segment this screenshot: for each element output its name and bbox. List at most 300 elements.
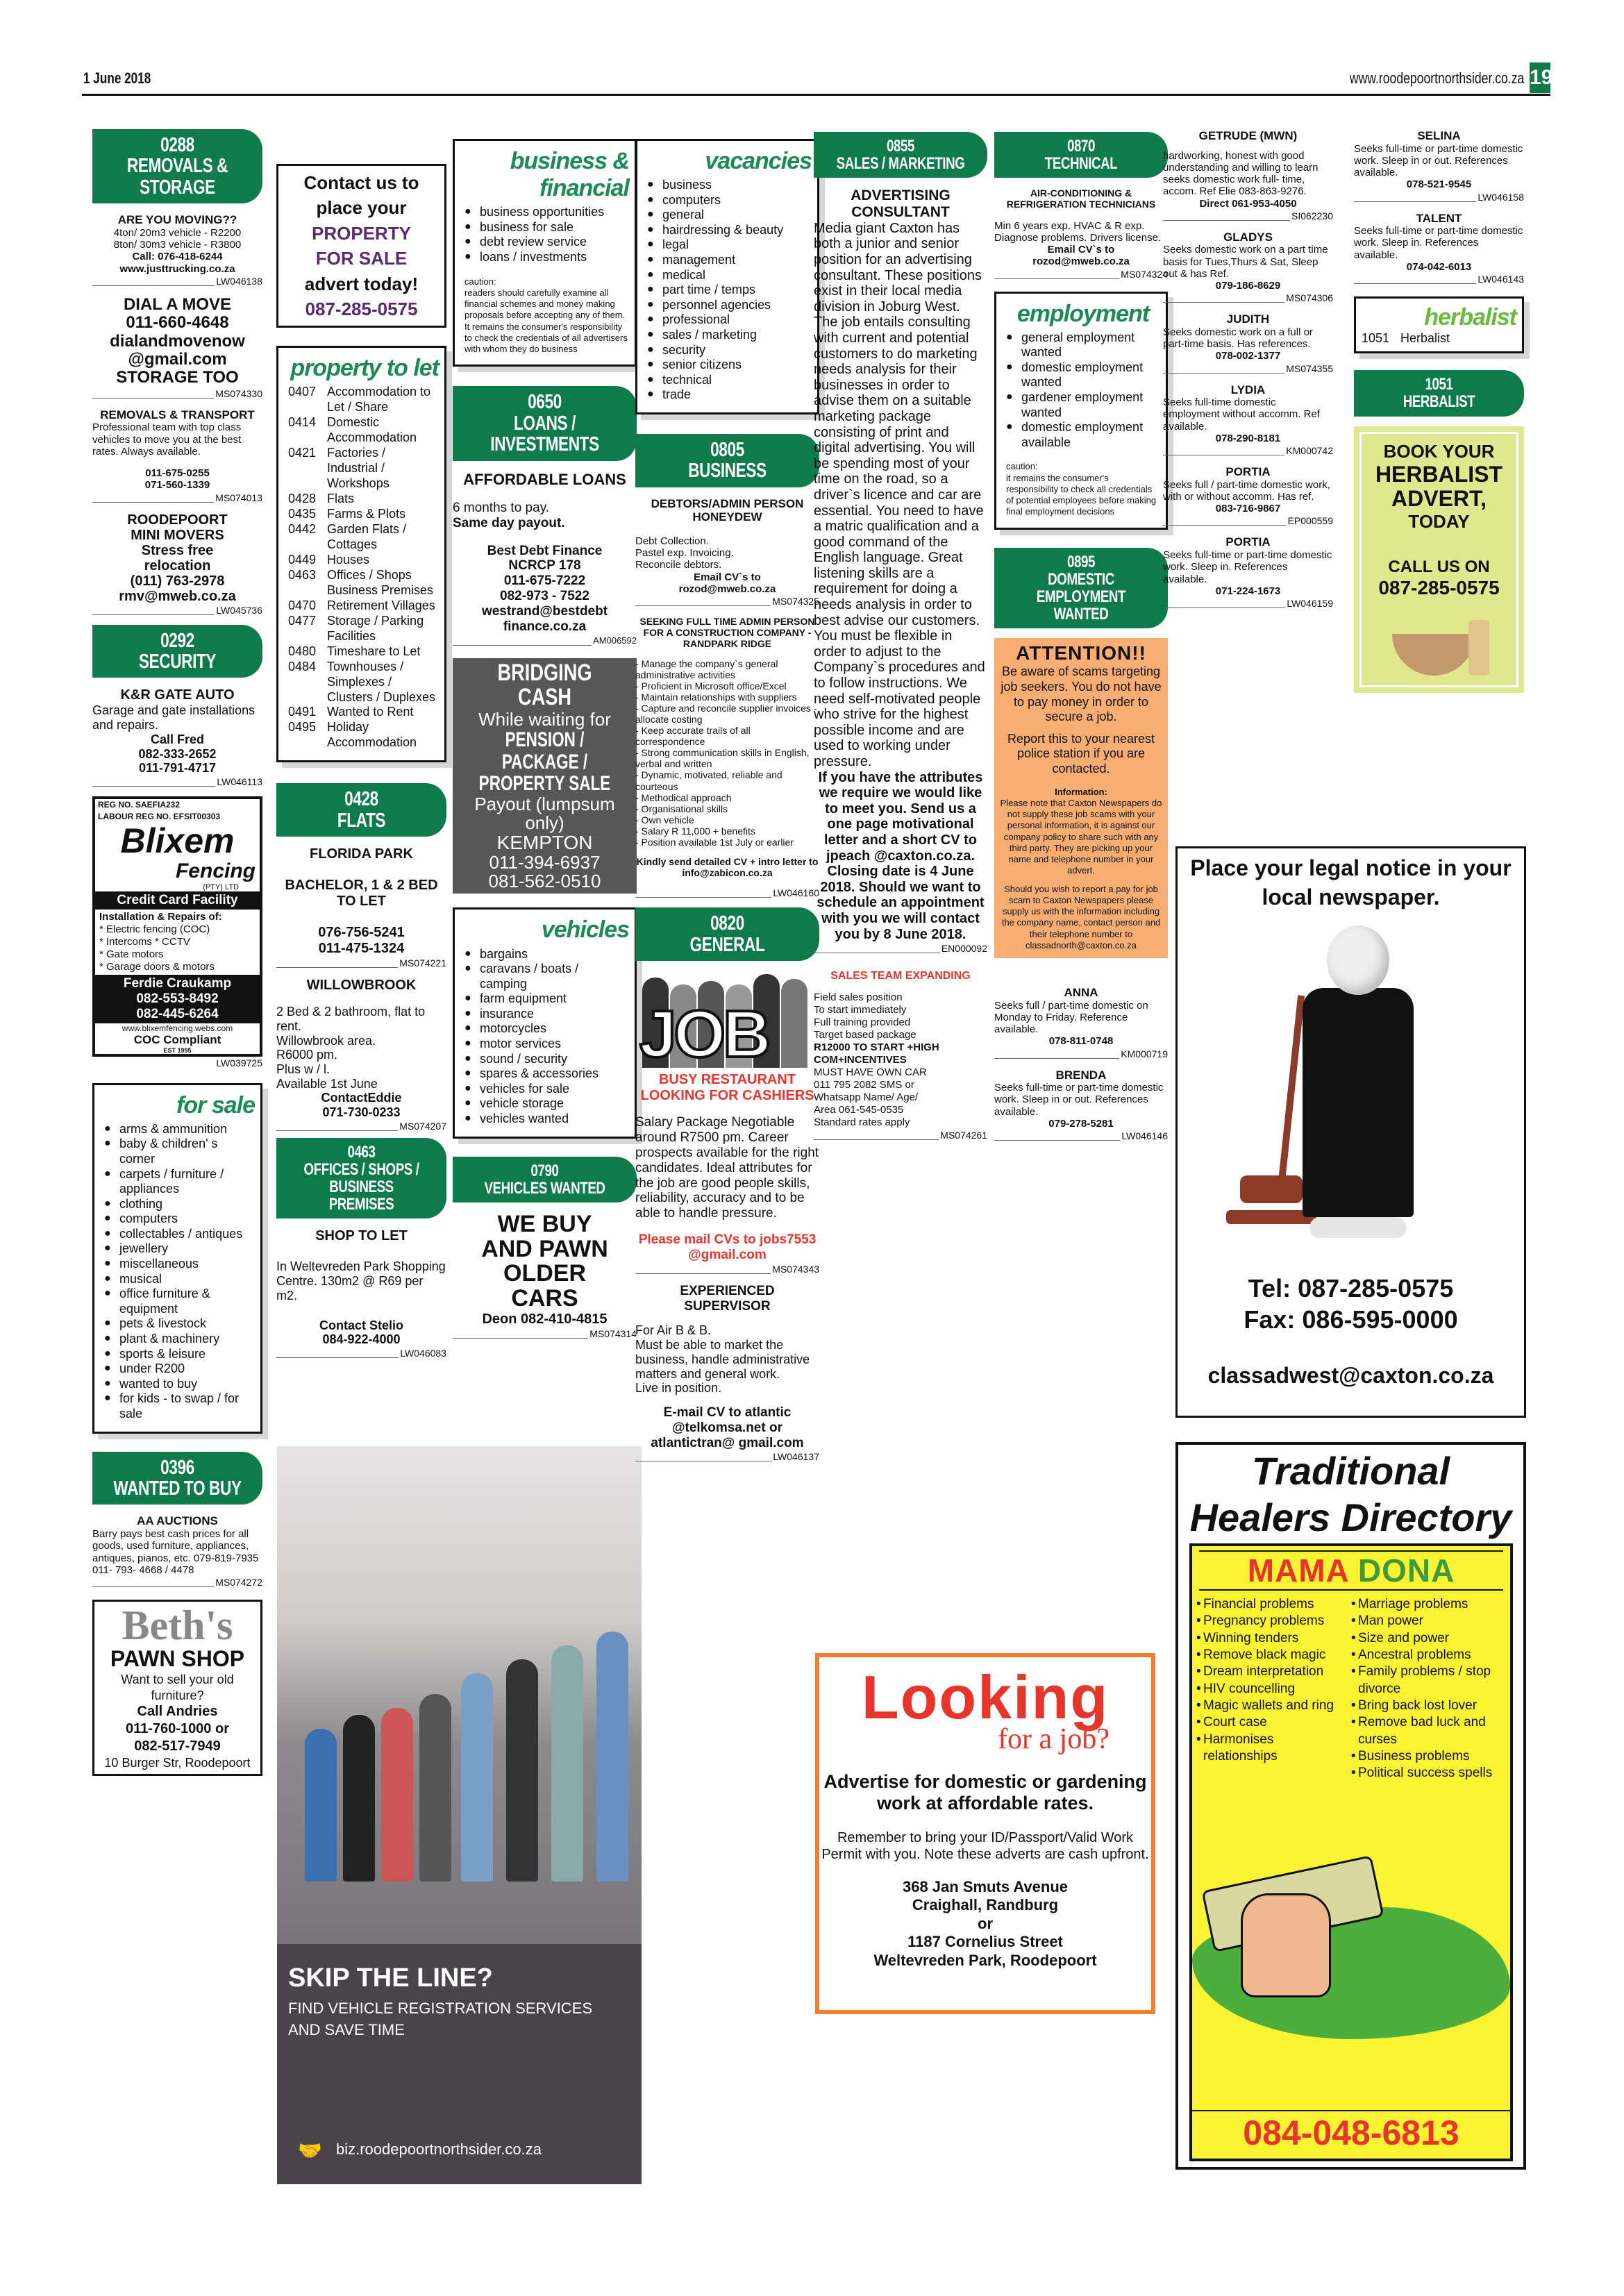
index-item[interactable]: ● trade (647, 387, 812, 403)
index-item[interactable]: ● pets & livestock (104, 1316, 255, 1332)
ad-line: AND PAWN (481, 1235, 608, 1262)
index-item[interactable]: ● business for sale (464, 220, 629, 235)
handshake-icon: 🤝 (298, 2140, 322, 2161)
ad-ref: LW046159 (1163, 598, 1333, 608)
index-title: vehicles (541, 916, 629, 944)
ad-name: PORTIA (1225, 535, 1271, 549)
ad-body: Seeks domestic work on a full or part-time basis. Has references. (1163, 326, 1313, 351)
ad-title: SHOP TO LET (315, 1228, 408, 1244)
ad-title: SKIP THE LINE? (288, 1963, 493, 1993)
category-label: OFFICES / SHOPS / BUSINESS PREMISES (303, 1159, 419, 1214)
ad-name: GLADYS (1223, 230, 1273, 244)
ad-line: OLDER (503, 1260, 586, 1287)
ad-title: AFFORDABLE LOANS (463, 470, 626, 488)
ad-title: Looking (861, 1663, 1110, 1732)
category-code: 0292 (160, 629, 194, 652)
category-code: 0805 (710, 439, 744, 461)
ad-contact: ContactEddie (321, 1091, 402, 1105)
index-item[interactable]: ● for kids - to swap / for sale (104, 1391, 255, 1421)
ad-looking-for-job (815, 1653, 1155, 2014)
index-item[interactable]: ● security (647, 343, 812, 358)
ad-email: rmv@mweb.co.za (119, 588, 236, 604)
ad-title: DEBTORS/ADMIN PERSON HONEYDEW (651, 496, 804, 524)
ad-contact: Call Andries (137, 1704, 218, 1720)
ad-name: GETRUDE (MWN) (1198, 129, 1298, 142)
ad-line: BOOK YOUR (1383, 440, 1495, 462)
index-item[interactable]: ● management (647, 253, 812, 268)
index-item[interactable]: ● sound / security (464, 1052, 629, 1067)
ad-phone: 011-475-1324 (318, 941, 405, 957)
ad-phone: 082-333-2652 (138, 746, 217, 761)
ad-body: Debt Collection. Pastel exp. Invoicing. Reconcile debtors. (635, 535, 734, 571)
index-for-sale (92, 1083, 262, 1434)
index-item[interactable]: 0442 Garden Flats / Cottages (288, 522, 407, 551)
index-item[interactable]: 0428 Flats (288, 492, 355, 506)
ad-ref: MS074343 (635, 1264, 819, 1274)
ad-line: ROODEPOORT (127, 512, 228, 528)
category-label: SECURITY (138, 651, 217, 673)
category-code: 0790 (530, 1161, 559, 1180)
index-item[interactable]: ● vehicles for sale (464, 1082, 629, 1097)
ad-domestic-getrude (1163, 129, 1333, 221)
index-item[interactable]: ● part time / temps (647, 283, 812, 298)
ad-zabicon (635, 616, 819, 898)
index-item[interactable]: ● general (647, 208, 812, 223)
service-item: * Intercoms * CCTV (99, 936, 190, 948)
healer-name: MAMA DONA (1199, 1550, 1503, 1591)
ad-book-herbalist (1354, 426, 1524, 693)
ad-ref: MS074261 (814, 1130, 987, 1140)
ad-body: BACHELOR, 1 & 2 BED TO LET (285, 878, 438, 910)
ad-subtitle: FIND VEHICLE REGISTRATION SERVICES AND SAVE TIME (288, 2000, 593, 2038)
ad-title: BRIDGING CASH (497, 659, 592, 711)
ad-body: Media giant Caxton has both a junior and senior position for an advertising consultant. These positions exist in their local media division in Joburg West. The job entails consulting with current and potential customers to do marketing needs analysis for their businesses in order to advise them on a suitable marketing package consisting of print and digital advertising. You will be spending most of your time on the road, so a driver`s licence and car are essential. You need to have a matric qualification and a good command of the English language. Great listening skills are a requirement for doing a needs analysis in order to best advise our customers. You must be flexible in order to adjust to the Company`s procedures and to follow instructions. We need self-motivated people who strive for the highest possible income and are used to working under pressure. (814, 220, 985, 769)
ad-ref: MS074272 (92, 1577, 262, 1587)
ad-ref: LW046137 (635, 1452, 819, 1461)
ad-body: Professional team with top class vehicles to move you at the best rates. Always available. (92, 421, 242, 458)
ad-domestic-selina (1354, 129, 1524, 202)
index-item[interactable]: 0480 Timeshare to Let (288, 644, 421, 658)
index-item[interactable]: ● collectables / antiques (104, 1227, 255, 1242)
ad-line: PROPERTY (311, 222, 412, 244)
index-item[interactable]: 0495 Holiday Accommodation (288, 720, 417, 750)
index-item[interactable]: ● business (647, 178, 812, 193)
category-code: 0895 (1066, 552, 1096, 571)
ad-body: Garage and gate installations and repairs. (92, 703, 256, 732)
index-title: herbalist (1424, 304, 1516, 331)
index-item[interactable]: ● caravans / boats / camping (464, 962, 629, 991)
index-employment (994, 292, 1168, 530)
warning-title: ATTENTION!! (1016, 642, 1146, 664)
category-header-sales-marketing (814, 132, 987, 178)
ad-phone: 011-760-1000 or (125, 1721, 229, 1737)
ad-ref: LW046160 (635, 888, 819, 898)
coc-label: COC Compliant (133, 1032, 221, 1046)
ad-ref: LW046158 (1354, 192, 1524, 202)
ad-line: advert today! (304, 273, 419, 294)
category-label: BUSINESS (688, 460, 767, 483)
category-header-loans (453, 386, 637, 460)
ad-body: For Air B & B. Must be able to market the business, handle administrative matters and general work. Live in position. (635, 1323, 810, 1396)
ad-phone: 071-730-0233 (322, 1105, 401, 1119)
ad-duties: - Manage the company`s general administrative activities - Proficient in Microsoft office/Excel - Maintain relationships with suppliers - Capture and reconcile supplier invoices - allocate costing - Keep accurate trails of all correspondence - Strong communication skills in English, verbal and written - Dynamic, motivated, reliable and courteous - Methodical approach - Organisational skills - Own vehicle - Salary R 11,000 + benefits - Position available 1st July or earlier (635, 657, 817, 848)
index-item[interactable]: 0470 Retirement Villages (288, 598, 435, 612)
index-item[interactable]: 0491 Wanted to Rent (288, 705, 414, 719)
ad-ref: LW046138 (92, 276, 262, 286)
ad-body: Seeks full-time or part-time domestic work. Sleep in or out. References available. (1354, 142, 1523, 179)
info-label: Information: (1055, 786, 1107, 797)
fist-illustration (1241, 1893, 1331, 1997)
ad-restaurant-cashiers (635, 971, 819, 1274)
ad-ref: MS074325 (635, 596, 819, 606)
index-item[interactable]: 0414 Domestic Accommodation (288, 415, 417, 445)
ad-body: 2 Bed & 2 bathroom, flat to rent. Willowbrook area. R6000 pm. Plus w / l. Available 1st June (276, 1005, 426, 1091)
index-item[interactable]: ● farm equipment (464, 991, 629, 1007)
ad-ncrcp: NCRCP 178 (508, 558, 581, 573)
ad-cta: Kindly send detailed CV + intro letter to info@zabicon.co.za (636, 856, 819, 879)
index-item[interactable]: ● domestic employment available (1006, 420, 1160, 450)
index-title: property to let (290, 355, 439, 382)
ad-title: K&R GATE AUTO (120, 687, 235, 703)
ad-line: Stress free (141, 542, 214, 558)
index-item[interactable]: ● insurance (464, 1007, 629, 1022)
ad-bridging-cash (453, 658, 637, 894)
index-item[interactable]: ● bargains (464, 947, 629, 962)
index-item[interactable]: 0477 Storage / Parking Facilities (288, 613, 424, 643)
ad-line: 4ton/ 20m3 vehicle - R2200 (113, 226, 242, 239)
ad-we-buy-cars (453, 1212, 637, 1339)
ad-title: BUSY RESTAURANT LOOKING FOR CASHIERS (640, 1072, 814, 1104)
category-code: 0428 (344, 788, 378, 811)
ad-body: hardworking, honest with good understanding and willing to learn seeks domestic work full- time, accom. Ref Elie 083-863-9276. (1163, 149, 1319, 198)
ad-body: Seeks full / part-time domestic work, with or without accomm. Has ref. (1163, 478, 1330, 503)
ad-body: Seeks full-time or part-time domestic work. Sleep in. References available. (1354, 225, 1523, 261)
ad-phone: Call: 076-418-6244 (132, 251, 223, 263)
index-item[interactable]: ● legal (647, 237, 812, 253)
ad-company: Best Debt Finance (487, 543, 603, 558)
ad-domestic-gladys (1163, 231, 1333, 303)
ad-phone: 084-922-4000 (322, 1332, 401, 1347)
ad-just-trucking (92, 213, 262, 286)
ad-line: Want to sell your old furniture? (121, 1673, 234, 1702)
index-item[interactable]: ● spares & accessories (464, 1066, 629, 1082)
category-header-wanted-to-buy (92, 1452, 262, 1505)
ad-subtitle: for a job? (998, 1723, 1110, 1755)
index-item[interactable]: ● vehicle storage (464, 1096, 629, 1112)
ad-body: Seeks domestic work on a part time basis for Tues,Thurs & Sat, Sleep out & has Ref. (1163, 244, 1328, 280)
ad-cta: Please mail CVs to jobs7553 @gmail.com (638, 1232, 817, 1262)
index-item[interactable]: ● domestic employment wanted (1006, 360, 1160, 390)
ad-title: ADVERTISING CONSULTANT (851, 187, 951, 221)
info-text: Please note that Caxton Newspapers do not supply these job scams with your personal information, it is against our company policy to share such with any third party. They are picking up your name and telephone number in your advert. (1000, 797, 1162, 876)
job-word: JOB (639, 997, 769, 1072)
ad-phone: 087-285-0575 (1378, 576, 1500, 598)
fencing-logo: Fencing (175, 860, 256, 883)
index-item[interactable]: ● computers (647, 193, 812, 208)
owner-name: Ferdie Craukamp (123, 976, 232, 991)
for-sale-list (104, 1122, 255, 1422)
ad-line: WE BUY (497, 1211, 592, 1238)
beths-logo: Beth's (122, 1602, 233, 1649)
ad-website[interactable]: www.blixemfencing.webs.com (122, 1023, 233, 1033)
index-item[interactable]: ● medical (647, 268, 812, 283)
credit-card-banner: Credit Card Facility (95, 891, 260, 910)
website-link[interactable]: www.roodepoortnorthsider.co.za (1349, 69, 1524, 87)
warning-text: Be aware of scams targeting job seekers. You do not have to pay money in order to secure a job. (1001, 664, 1162, 724)
ad-ref: LW046083 (276, 1348, 446, 1358)
ad-title: WILLOWBROOK (306, 978, 417, 994)
ad-kr-gate-auto (92, 687, 262, 786)
ad-line: FOR SALE (315, 248, 408, 269)
index-item[interactable]: 0407 Accommodation to Let / Share (288, 385, 431, 414)
category-label: LOANS / INVESTMENTS (490, 412, 599, 456)
ad-aa-auctions (92, 1514, 262, 1587)
service-item: * Electric fencing (COC) (99, 923, 210, 936)
judge-illustration (1178, 912, 1524, 1273)
ad-body: Field sales position To start immediately Full training provided Target based package R12000 TO START +HIGH COM+INCENTIVES MUST HAVE OWN CAR 011 795 2082 SMS or Whatsapp Name/ Age/ Area 061-545-0535 Standard rates apply (814, 991, 939, 1128)
category-label: SALES / MARKETING (836, 154, 965, 174)
index-item[interactable]: ● loans / investments (464, 250, 629, 265)
ad-ref: MS074306 (1163, 293, 1333, 303)
ad-title: AIR-CONDITIONING & REFRIGERATION TECHNICIANS (1006, 187, 1156, 210)
ad-phone: 011-675-7222 (503, 573, 586, 589)
ad-ref: SI062230 (1163, 211, 1333, 221)
ad-title: REMOVALS & TRANSPORT (100, 408, 255, 421)
index-item[interactable]: ● wanted to buy (104, 1377, 255, 1392)
ad-email: westrand@bestdebt finance.co.za (481, 603, 608, 634)
index-item[interactable]: ● senior citizens (647, 358, 812, 373)
index-item[interactable]: ● under R200 (104, 1361, 255, 1377)
ad-body: Seeks full / part-time domestic on Monday to Friday. Reference available. (994, 999, 1148, 1036)
ad-ref: KM000742 (1163, 446, 1333, 455)
ad-ref: AM006592 (453, 636, 637, 646)
herbs-illustration (1364, 599, 1514, 682)
ad-line: Contact us to (303, 172, 419, 193)
caution-note: caution: readers should carefully examine all financial schemes and money making proposals before accepting any of them. It remains the consumer's responsibility to check the credentials of all advertisers with whom they do business (464, 276, 628, 355)
ad-line: 8ton/ 30m3 vehicle - R3800 (113, 239, 242, 251)
issue-date: 1 June 2018 (83, 69, 151, 87)
ad-headline: Advertise for domestic or gardening work at affordable rates. (823, 1771, 1147, 1814)
ad-title: DIAL A MOVE (123, 294, 232, 314)
ad-willowbrook (276, 978, 446, 1131)
ad-ref: MS074324 (994, 269, 1168, 279)
ad-ref: KM000719 (994, 1049, 1168, 1059)
vacancies-list (647, 178, 812, 403)
warning-text: Report this to your nearest police station if you are contacted. (1007, 731, 1155, 776)
est-label: EST 1995 (163, 1046, 192, 1054)
ad-website[interactable]: www.justtrucking.co.za (119, 262, 235, 275)
category-label: DOMESTIC EMPLOYMENT WANTED (1036, 569, 1126, 624)
ad-title: AA AUCTIONS (137, 1514, 218, 1528)
ad-florida-park (276, 846, 446, 968)
ad-advertising-consultant (814, 187, 987, 953)
category-code: 0820 (710, 912, 744, 935)
mama-dona-panel (1189, 1543, 1513, 2161)
index-item[interactable]: 1051 Herbalist (1362, 331, 1450, 346)
index-item[interactable]: ● motorcycles (464, 1021, 629, 1037)
ad-cta: Email CV`s to (694, 571, 761, 583)
category-code: 0463 (347, 1142, 376, 1162)
index-item[interactable]: ● gardener employment wanted (1006, 390, 1160, 420)
queue-photo (277, 1446, 642, 1944)
ad-title: Traditional Healers Directory (1189, 1449, 1512, 1540)
company-type: (PTY) LTD (203, 883, 239, 892)
ad-cta: Email CV`s to (1047, 244, 1115, 256)
category-code: 0855 (886, 137, 915, 156)
ad-line: While waiting for (478, 709, 611, 730)
index-item[interactable]: ● arms & ammunition (104, 1122, 255, 1137)
ad-contact-property (276, 164, 446, 328)
masthead (82, 62, 1553, 96)
index-property-to-let (276, 346, 446, 762)
services-title: Installation & Repairs of: (99, 911, 222, 923)
ad-title: ARE YOU MOVING?? (117, 213, 237, 227)
column-4 (635, 129, 819, 1461)
index-item[interactable]: 0435 Farms & Plots (288, 507, 406, 521)
ad-website[interactable]: biz.roodepoortnorthsider.co.za (336, 2140, 542, 2158)
ad-domestic-talent (1354, 212, 1524, 285)
labour-reg-number: LABOUR REG NO. EFSIT00303 (98, 811, 221, 821)
index-item[interactable]: ● sales / marketing (647, 328, 812, 343)
vehicles-list (464, 947, 629, 1127)
index-item[interactable]: 0463 Offices / Shops Business Premises (288, 567, 434, 597)
index-item[interactable]: ● sports & leisure (104, 1347, 255, 1362)
ad-name: PORTIA (1225, 465, 1271, 479)
ad-phone: 071-560-1339 (144, 479, 210, 492)
index-item[interactable]: 0421 Factories / Industrial / Workshops (288, 446, 390, 491)
info-text: Should you wish to report a pay for job scam to Caxton Newspapers please supply us with the information including the company name, contact person and their telephone number to classadnorth@caxton.co.za (1001, 883, 1161, 950)
ad-name: JUDITH (1226, 312, 1270, 326)
ad-phone: 083-716-9867 (1215, 503, 1281, 515)
category-header-technical (994, 132, 1168, 178)
service-item: * Gate motors (99, 948, 164, 961)
column-2 (276, 129, 446, 1358)
ad-domestic-judith (1163, 312, 1333, 373)
index-item[interactable]: ● professional (647, 312, 812, 328)
ad-fax: Fax: 086-595-0000 (1244, 1305, 1458, 1334)
ad-email[interactable]: classadwest@caxton.co.za (1207, 1363, 1494, 1389)
category-label: VEHICLES WANTED (484, 1178, 605, 1198)
ad-body: Barry pays best cash prices for all goods, used furniture, appliances, antiques, pianos, etc. 079-819-7935 011- 793- 4668 / 4478 (92, 1528, 259, 1576)
reg-number: REG NO. SAEFIA232 (98, 799, 181, 810)
ad-phone: 011-660-4648 (126, 313, 229, 333)
index-item[interactable]: ● computers (104, 1212, 255, 1227)
ad-phone: 082-517-7949 (134, 1738, 221, 1754)
ad-domestic-brenda (994, 1069, 1168, 1141)
index-item[interactable]: ● miscellaneous (104, 1257, 255, 1272)
category-header-offices (276, 1138, 446, 1219)
index-item[interactable]: ● vehicles wanted (464, 1112, 629, 1127)
ad-phone: 071-224-1673 (1215, 585, 1281, 597)
index-vehicles (453, 907, 637, 1138)
index-item[interactable]: ● plant & machinery (104, 1332, 255, 1347)
ad-shop-to-let (276, 1228, 446, 1357)
index-item[interactable]: ● jewellery (104, 1241, 255, 1257)
column-1 (92, 129, 262, 1776)
ad-name: SELINA (1417, 129, 1461, 142)
ad-phone: (011) 763-2978 (130, 573, 225, 589)
ad-ref: MS074207 (276, 1121, 446, 1131)
ad-ref: EP000559 (1163, 516, 1333, 526)
category-header-removals (92, 129, 262, 203)
ad-ref: EN000092 (814, 944, 987, 953)
ad-phone: 011-394-6937 (489, 851, 601, 873)
index-item[interactable]: ● general employment wanted (1006, 330, 1160, 360)
ad-line: CALL US ON (1388, 557, 1490, 576)
ad-ref: MS074221 (276, 958, 446, 968)
category-code: 0870 (1066, 137, 1096, 156)
ad-title: PAWN SHOP (110, 1646, 245, 1672)
category-header-business (635, 434, 819, 487)
ad-legal-notice (1175, 846, 1526, 1418)
index-item[interactable]: ● carpets / furniture / appliances (104, 1167, 255, 1197)
ad-phone: 011-791-4717 (138, 761, 217, 776)
index-item[interactable]: ● technical (647, 373, 812, 388)
ad-skip-the-line[interactable] (277, 1446, 642, 2184)
ad-addresses: 368 Jan Smuts Avenue Craighall, Randburg or 1187 Cornelius Street Weltevreden Park, Roodepoort (873, 1878, 1097, 1969)
index-title: vacancies (705, 148, 812, 174)
ad-name: BRENDA (1055, 1068, 1107, 1082)
column-8 (1354, 129, 1524, 693)
ad-line: STORAGE TOO (116, 368, 239, 387)
ad-line: relocation (144, 558, 211, 573)
ad-body: Seeks full-time or part-time domestic work. Sleep in or out. References available. (994, 1082, 1164, 1118)
category-header-herbalist (1354, 370, 1524, 416)
index-item[interactable]: 0449 Houses (288, 552, 370, 567)
ad-phone: Tel: 087-285-0575 (1248, 1274, 1454, 1303)
ad-ref: LW045736 (92, 605, 262, 615)
category-header-general (635, 907, 819, 961)
ad-ref: MS074355 (1163, 364, 1333, 374)
ad-line: Same day payout. (453, 515, 565, 530)
column-7 (1163, 129, 1333, 608)
ad-domestic-lydia (1163, 383, 1333, 456)
caution-note: caution: it remains the consumer's responsibility to check all credentials of potential employees before making final employment decisions (1006, 461, 1157, 517)
index-item[interactable]: ● clothing (104, 1197, 255, 1212)
column-5 (814, 129, 987, 1140)
ad-name: LYDIA (1230, 383, 1266, 396)
index-item[interactable]: ● motor services (464, 1037, 629, 1052)
category-label: TECHNICAL (1044, 154, 1118, 174)
ad-domestic-anna (994, 986, 1168, 1059)
ad-phone: 074-042-6013 (1406, 260, 1472, 273)
ad-phone: 078-002-1377 (1215, 350, 1281, 362)
ad-phone: Direct 061-953-4050 (1199, 197, 1297, 210)
index-item[interactable]: ● hairdressing & beauty (647, 223, 812, 238)
index-item[interactable]: ● baby & children' s corner (104, 1137, 255, 1166)
ad-line: CARS (511, 1285, 578, 1312)
column-6 (994, 129, 1168, 1141)
ad-cta: E-mail CV to atlantic @telkomsa.net or atlantictran@ gmail.com (651, 1405, 804, 1450)
ad-contact: Contact Stelio (319, 1318, 403, 1332)
services-left: • Financial problems • Pregnancy problems • Winning tenders • Remove black magic • Dream interpretation • HIV councelling • Magic wallets and ring • Court case • Harmonises relationships (1196, 1596, 1351, 1782)
index-item[interactable]: ● musical (104, 1272, 255, 1287)
ad-title: SALES TEAM EXPANDING (830, 970, 971, 982)
index-item[interactable]: ● debt review service (464, 235, 629, 250)
services-right: • Marriage problems • Man power • Size and power • Ancestral problems • Family problems / stop divorce • Bring back lost lover • Remove bad luck and curses • Business problems • Political success spells (1351, 1596, 1506, 1782)
index-item[interactable]: 0484 Townhouses / Simplexes / Clusters / Duplexes (288, 659, 436, 704)
index-item[interactable]: ● personnel agencies (647, 298, 812, 313)
ad-line: ADVERT, (1391, 485, 1487, 511)
ad-line: 6 months to pay. (453, 500, 550, 515)
index-business-financial (453, 139, 637, 367)
index-title: business & financial (510, 148, 629, 202)
ad-sales-team (814, 970, 987, 1139)
page-number: 19 (1530, 62, 1550, 93)
index-item[interactable]: ● office furniture & equipment (104, 1287, 255, 1316)
ad-location: KEMPTON (496, 832, 593, 854)
index-item[interactable]: ● business opportunities (464, 205, 629, 220)
